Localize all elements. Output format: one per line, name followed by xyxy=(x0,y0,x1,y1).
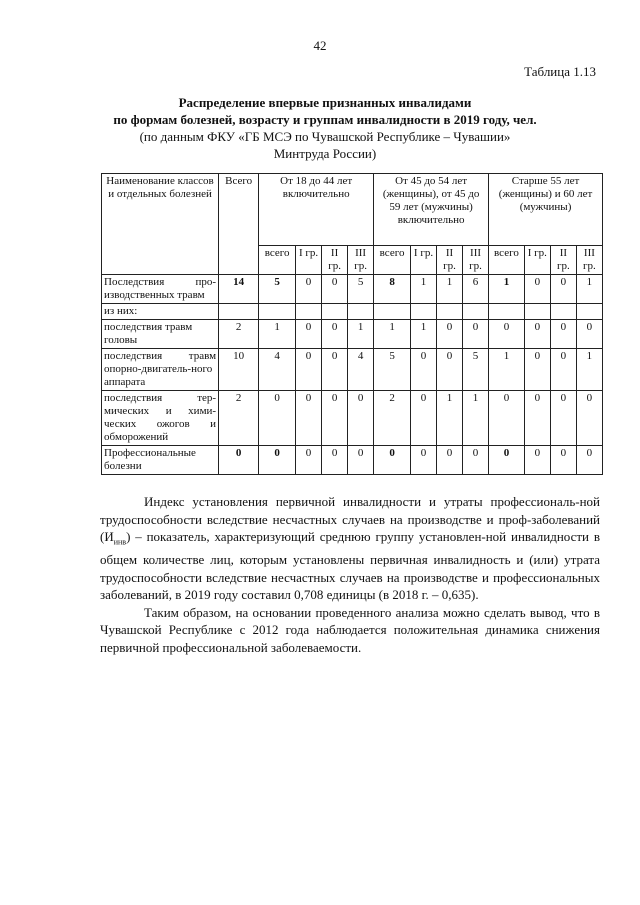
table-cell: 0 xyxy=(259,446,296,475)
table-cell: 5 xyxy=(374,349,411,391)
subheader-sub-g2: II гр. xyxy=(550,246,576,275)
table-cell: 0 xyxy=(489,446,525,475)
table-cell: 1 xyxy=(463,391,489,446)
table-cell xyxy=(576,304,602,320)
table-cell: 0 xyxy=(576,446,602,475)
table-cell: 0 xyxy=(550,446,576,475)
header-group-45-59: От 45 до 54 лет (женщины), от 45 до 59 лет (мужчины) включительно xyxy=(374,174,489,246)
paragraph-1 xyxy=(100,493,600,604)
table-cell: 2 xyxy=(219,320,259,349)
table-cell: 1 xyxy=(576,275,602,304)
table-cell: 6 xyxy=(463,275,489,304)
header-group-55-60: Старше 55 лет (женщины) и 60 лет (мужчины) xyxy=(489,174,603,246)
table-cell: 0 xyxy=(348,391,374,446)
subheader-sub-g3: III гр. xyxy=(576,246,602,275)
table-cell: 1 xyxy=(437,275,463,304)
table-cell: 0 xyxy=(374,446,411,475)
table-cell: 0 xyxy=(550,275,576,304)
subheader-sub-g3: III гр. xyxy=(348,246,374,275)
table-cell: 1 xyxy=(489,275,525,304)
table-cell xyxy=(463,304,489,320)
table-cell xyxy=(348,304,374,320)
title-line-1: Распределение впервые признанных инвалидами xyxy=(178,95,472,110)
table-cell: 0 xyxy=(296,275,322,304)
row-name: из них: xyxy=(102,304,219,320)
table-cell: 1 xyxy=(576,349,602,391)
table-cell: 0 xyxy=(296,320,322,349)
table-cell: 0 xyxy=(550,349,576,391)
table-cell: 0 xyxy=(322,320,348,349)
table-cell: 0 xyxy=(550,391,576,446)
table-cell: 0 xyxy=(437,349,463,391)
table-cell: 0 xyxy=(411,349,437,391)
table-cell: 0 xyxy=(437,446,463,475)
table-cell: 0 xyxy=(411,391,437,446)
table-cell xyxy=(550,304,576,320)
subheader-sub-g3: III гр. xyxy=(463,246,489,275)
table-cell: 0 xyxy=(322,446,348,475)
table-cell: 0 xyxy=(296,446,322,475)
table-cell: 0 xyxy=(296,349,322,391)
table-cell: 0 xyxy=(524,446,550,475)
table-cell: 5 xyxy=(259,275,296,304)
subheader-sub-g1: I гр. xyxy=(296,246,322,275)
title-line-4: Минтруда России) xyxy=(273,146,377,161)
row-name: Профессиональные болезни xyxy=(102,446,219,475)
table-cell xyxy=(437,304,463,320)
paragraph-1-part-1: Индекс установления первичной инвалидности и утраты профессиональ-ной трудоспособности вследствие несчастных случаев на производстве и проф-заболеваний (И xyxy=(100,494,600,544)
table-cell xyxy=(219,304,259,320)
index-subscript: инв xyxy=(113,537,127,547)
page-number: 42 xyxy=(313,38,327,53)
table-cell xyxy=(524,304,550,320)
subheader-sub-total: всего xyxy=(259,246,296,275)
table-cell: 1 xyxy=(374,320,411,349)
title-line-2: по формам болезней, возрасту и группам инвалидности в 2019 году, чел. xyxy=(113,112,537,127)
table-row xyxy=(102,320,603,349)
table-cell xyxy=(322,304,348,320)
table-cell: 1 xyxy=(411,320,437,349)
table-label: Таблица 1.13 xyxy=(524,64,596,79)
table-cell xyxy=(259,304,296,320)
table-row xyxy=(102,275,603,304)
subheader-sub-g1: I гр. xyxy=(411,246,437,275)
table-cell: 0 xyxy=(322,391,348,446)
table-cell: 2 xyxy=(219,391,259,446)
subheader-sub-total: всего xyxy=(374,246,411,275)
row-name: Последствия про-изводственных травм xyxy=(102,275,219,304)
table-cell: 0 xyxy=(550,320,576,349)
table-row xyxy=(102,349,603,391)
body-text xyxy=(100,493,600,656)
table-cell: 0 xyxy=(489,391,525,446)
title-line-3: (по данным ФКУ «ГБ МСЭ по Чувашской Республике – Чувашии» xyxy=(139,129,511,144)
table-cell: 5 xyxy=(463,349,489,391)
table-cell: 0 xyxy=(411,446,437,475)
table-cell: 0 xyxy=(463,320,489,349)
table-cell: 1 xyxy=(411,275,437,304)
subheader-sub-g2: II гр. xyxy=(322,246,348,275)
table-cell: 0 xyxy=(296,391,322,446)
table-cell xyxy=(374,304,411,320)
table-cell: 0 xyxy=(576,391,602,446)
table-cell: 0 xyxy=(524,391,550,446)
table-cell: 0 xyxy=(437,320,463,349)
table-cell: 14 xyxy=(219,275,259,304)
table-cell: 0 xyxy=(524,320,550,349)
table-cell: 4 xyxy=(348,349,374,391)
table-cell: 0 xyxy=(348,446,374,475)
table-cell: 0 xyxy=(524,349,550,391)
row-name: последствия тер-мических и хими-ческих ожогов и обморожений xyxy=(102,391,219,446)
disability-table xyxy=(101,173,603,475)
paragraph-2: Таким образом, на основании проведенного анализа можно сделать вывод, что в Чувашской Республике с 2012 года наблюдается положительная динамика снижения первичной профессиональной заболеваемости. xyxy=(100,604,600,655)
row-name: последствия травм опорно-двигатель-ного аппарата xyxy=(102,349,219,391)
table-cell: 8 xyxy=(374,275,411,304)
table-cell: 1 xyxy=(348,320,374,349)
table-row xyxy=(102,304,603,320)
row-name: последствия травм головы xyxy=(102,320,219,349)
table-cell: 5 xyxy=(348,275,374,304)
table-cell: 0 xyxy=(322,349,348,391)
subheader-sub-g2: II гр. xyxy=(437,246,463,275)
header-total: Всего xyxy=(219,174,259,275)
header-name: Наименование классов и отдельных болезней xyxy=(102,174,219,275)
table-cell: 0 xyxy=(259,391,296,446)
table-cell: 1 xyxy=(437,391,463,446)
table-cell: 2 xyxy=(374,391,411,446)
table-cell: 0 xyxy=(322,275,348,304)
table-title xyxy=(90,94,560,162)
table-cell: 0 xyxy=(576,320,602,349)
table-cell: 1 xyxy=(259,320,296,349)
table-cell xyxy=(296,304,322,320)
paragraph-1-part-2: ) – показатель, характеризующий среднюю группу установлен-ной инвалидности в общем количестве лиц, которым установлены первичная инвалидность и (или) утрата трудоспособности вследствие несчастных случаев на производстве и профессиональных заболеваний, в 2019 году составил 0,708 единицы (в 2018 г. – 0,635). xyxy=(100,529,600,603)
table-row xyxy=(102,446,603,475)
header-group-18-44: От 18 до 44 лет включительно xyxy=(259,174,374,246)
table-cell: 0 xyxy=(219,446,259,475)
table-cell xyxy=(489,304,525,320)
table-cell xyxy=(411,304,437,320)
table-cell: 0 xyxy=(463,446,489,475)
subheader-sub-g1: I гр. xyxy=(524,246,550,275)
table-cell: 0 xyxy=(524,275,550,304)
table-cell: 10 xyxy=(219,349,259,391)
table-row xyxy=(102,391,603,446)
table-cell: 4 xyxy=(259,349,296,391)
subheader-sub-total: всего xyxy=(489,246,525,275)
table-cell: 0 xyxy=(489,320,525,349)
table-cell: 1 xyxy=(489,349,525,391)
